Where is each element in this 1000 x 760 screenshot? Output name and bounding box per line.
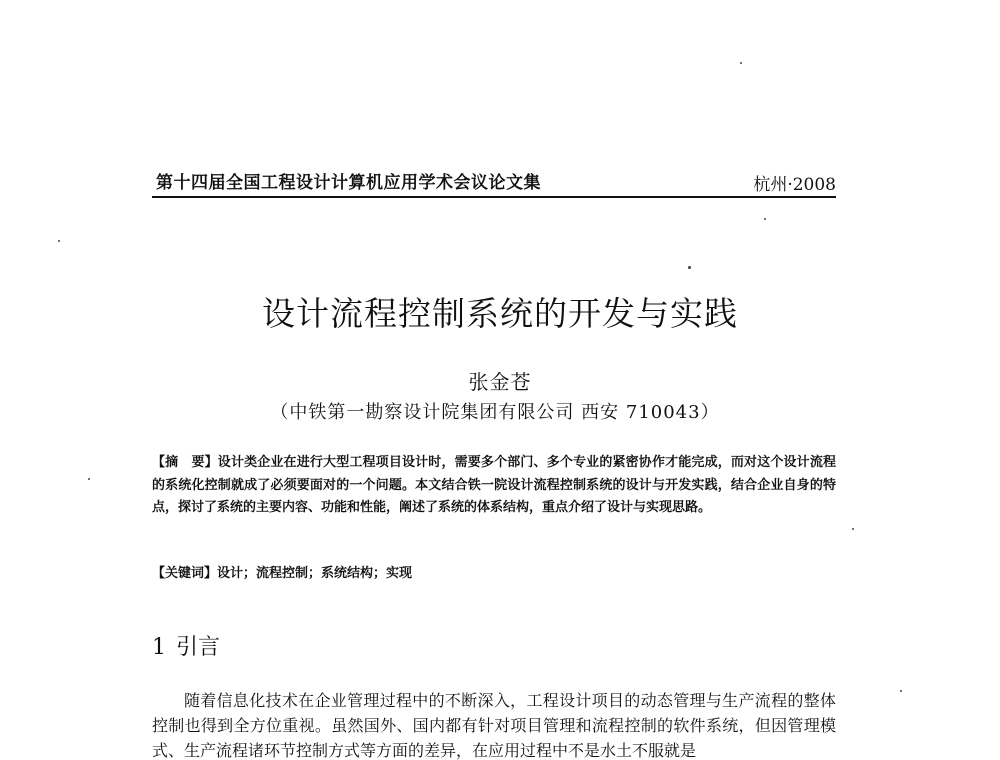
abstract-label: 【摘 要】 bbox=[152, 455, 218, 470]
conference-place-year: 杭州·2008 bbox=[753, 175, 836, 195]
scan-speck bbox=[764, 218, 766, 220]
scan-speck bbox=[900, 690, 902, 692]
scan-speck bbox=[688, 266, 691, 269]
running-header bbox=[152, 168, 836, 198]
author-name: 张金苍 bbox=[468, 370, 532, 394]
proceedings-title: 第十四届全国工程设计计算机应用学术会议论文集 bbox=[156, 173, 541, 193]
scan-speck bbox=[740, 62, 742, 64]
section-heading bbox=[152, 630, 220, 661]
keywords-label: 【关键词】 bbox=[152, 566, 218, 581]
section-title: 引言 bbox=[176, 635, 221, 660]
body-paragraph: 随着信息化技术在企业管理过程中的不断深入，工程设计项目的动态管理与生产流程的整体控制也得到全方位重视。虽然国外、国内都有针对项目管理和流程控制的软件系统，但因管理模式、生产流程诸环节控制方式等方面的差异，在应用过程中不是水土不服就是 bbox=[152, 691, 836, 760]
section-number: 1 bbox=[152, 635, 166, 660]
keywords-text: 设计；流程控制；系统结构；实现 bbox=[217, 566, 413, 581]
keywords bbox=[152, 562, 836, 581]
author-affiliation: （中铁第一勘察设计院集团有限公司 西安 710043） bbox=[270, 402, 720, 423]
scan-speck bbox=[58, 240, 60, 242]
scan-speck bbox=[88, 478, 90, 480]
abstract bbox=[152, 452, 836, 520]
paper-title: 设计流程控制系统的开发与实践 bbox=[262, 294, 738, 333]
abstract-text: 设计类企业在进行大型工程项目设计时，需要多个部门、多个专业的紧密协作才能完成，而对这个设计流程的系统化控制就成了必须要面对的一个问题。本文结合铁一院设计流程控制系统的设计与开发实践，结合企业自身的特点，探讨了系统的主要内容、功能和性能，阐述了系统的体系结构，重点介绍了设计与实现思路。 bbox=[152, 455, 836, 515]
scan-speck bbox=[852, 528, 854, 530]
